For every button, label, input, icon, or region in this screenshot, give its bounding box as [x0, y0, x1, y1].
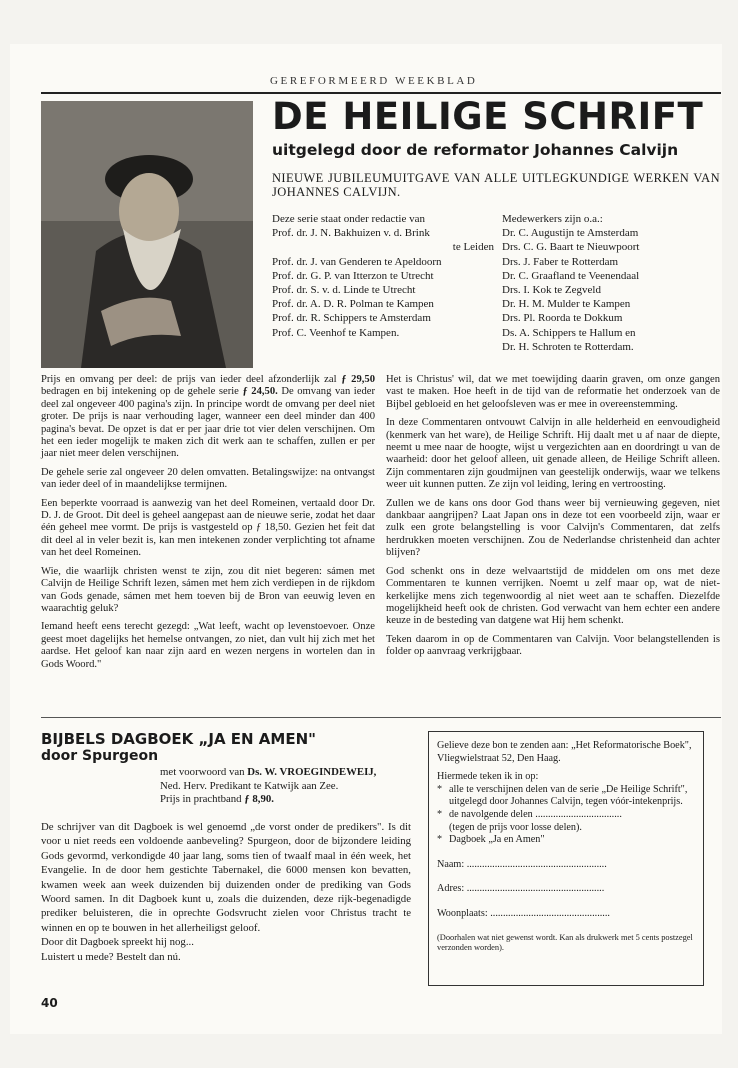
paragraph: De gehele serie zal ongeveer 20 delen omvatten. Betalingswijze: na ontvangst van ieder deel of in maandelijkse termijnen. — [41, 466, 375, 491]
paragraph: God schenkt ons in deze welvaartstijd de middelen om ons met deze Commentaren te kunnen verrijken. Noemt u zelf maar op, wat de niet-kerkelijke mens zich tegenwoordig al niet weet aan te schaffen. Diezelfde mogelijkheid heeft ook de christen. God verwacht van hem echter een andere keuze in de besteding van datgene wat Hij hem schenkt. — [386, 565, 720, 627]
coupon-note: (Doorhalen wat niet gewenst wordt. Kan als drukwerk met 5 cents postzegel verzonden worden). — [437, 932, 693, 952]
contributors-line: Drs. C. G. Baart te Nieuwpoort — [502, 241, 640, 254]
coupon-option-volumes[interactable] — [437, 809, 695, 834]
paragraph: Iemand heeft eens terecht gezegd: „Wat leeft, wacht op levenstoevoer. Onze geest moet dagelijks het hemelse ontvangen, zo niet, dan vult hij zich met het aardse. Het geloof kan naar zijn aard en wezen nergens in wortelen dan in Gods Woord." — [41, 621, 375, 670]
running-head: GEREFORMEERD WEEKBLAD — [270, 75, 478, 87]
subscription-price: ƒ 24,50. — [242, 386, 278, 398]
editors-list — [272, 212, 494, 340]
editors-line: Prof. C. Veenhof te Kampen. — [272, 326, 400, 339]
price-paragraph — [41, 374, 375, 461]
price-text: Prijs en omvang per deel: de prijs van ieder deel afzonderlijk zal — [41, 374, 337, 385]
price-text: bedragen en bij intekening op de gehele serie — [41, 386, 239, 398]
calvin-portrait — [41, 101, 253, 368]
contributors-line: Drs. I. Kok te Zegveld — [502, 284, 601, 297]
article-title: DE HEILIGE SCHRIFT — [272, 95, 704, 138]
contributors-line: Drs. J. Faber te Rotterdam — [502, 255, 619, 268]
paragraph: Zullen we de kans ons door God thans weer bij vernieuwing gegeven, niet dankbaar aangrijpen? Laat Japan ons in deze tot een voorbeeld zijn, waar er zulk een grote belangstelling is voor Calvijn's Commentaren, dat zelfs herdrukken moeten verschijnen. Zou de Nederlandse christenheid dan achter blijven? — [386, 497, 720, 559]
editors-line: Deze serie staat onder redactie van — [272, 213, 425, 225]
article-subtitle: uitgelegd door de reformator Johannes Calvijn — [272, 141, 679, 159]
section-divider — [41, 717, 721, 718]
editors-line: Prof. dr. G. P. van Itterzon te Utrecht — [272, 269, 434, 282]
contributors-line: Dr. C. Augustijn te Amsterdam — [502, 227, 639, 240]
editors-line: Prof. dr. A. D. R. Polman te Kampen — [272, 298, 434, 311]
contributors-line: Medewerkers zijn o.a.: — [502, 213, 603, 225]
dagboek-text — [41, 820, 411, 964]
coupon-option-dagboek[interactable]: * Dagboek „Ja en Amen" — [437, 834, 695, 847]
contributors-line: Dr. H. M. Mulder te Kampen — [502, 298, 631, 311]
order-coupon — [428, 731, 704, 986]
coupon-order-intro: Hiermede teken ik in op: — [437, 771, 539, 783]
city-field[interactable]: Woonplaats: ............................................... — [437, 907, 610, 919]
dagboek-meta — [160, 766, 376, 807]
name-field[interactable]: Naam: ....................................................... — [437, 858, 607, 870]
editors-line: Prof. dr. S. v. d. Linde te Utrecht — [272, 284, 416, 297]
editors-line: Prof. dr. J. N. Bakhuizen v. d. Brink — [272, 227, 430, 240]
paragraph: Een beperkte voorraad is aanwezig van het deel Romeinen, vertaald door Dr. D. J. de Groot. Dit deel is geheel aangepast aan de nieuwe serie, zodat het daar één geheel mee vormt. De prijs is vastgesteld op ƒ 18,50. Gezien het feit dat dit deel al in veler bezit is, kan men intekenen zonder verplichting tot afname van het deel Romeinen. — [41, 497, 375, 559]
article-left-column — [41, 374, 375, 677]
edition-note: NIEUWE JUBILEUMUITGAVE VAN ALLE UITLEGKUNDIGE WERKEN VAN JOHANNES CALVIJN. — [272, 171, 720, 199]
single-price: ƒ 29,50 — [341, 374, 375, 385]
price-text: De omvang van ieder deel zal ongeveer 400 pagina's zijn. In principe wordt de omvang per deel niet groter. De prijs is naar verhouding lager, wanneer een deel minder dan 400 pagina's bevat. De opzet is dat er per jaar drie tot vier delen verschijnen. Om het een ieder mogelijk te maken zich dit werk aan te schaffen, zullen er per jaar niet meer delen verschijnen. — [41, 386, 375, 460]
paragraph: Wie, die waarlijk christen wenst te zijn, zou dit niet begeren: sámen met Calvijn de Heilige Schrift lezen, sámen met hem zich verdiepen in de rijkdom van Gods genade, sámen met hem toeven bij de Bron van eeuwig leven en waarachtig geluk? — [41, 565, 375, 614]
dagboek-subtitle: door Spurgeon — [41, 748, 159, 764]
contributors-list — [502, 212, 722, 354]
dagboek-line: Door dit Dagboek spreekt hij nog... — [41, 936, 194, 949]
foreword-name: Ds. W. VROEGINDEWEIJ, — [247, 766, 377, 778]
dagboek-paragraph: De schrijver van dit Dagboek is wel genoemd „de vorst onder de predikers". Is dit voor u niet reeds een voldoende aanbeveling? Spurgeon, door de bijzondere leiding Gods gevormd, verkondigde 40 jaar lang, soms tien of twaalf maal in één week, het Evangelie. In de door hem gestichte Tabernakel, die 6000 mensen kon bevatten, kwamen week aan week duizenden bij duizenden onder de prediking van Gods Woord samen. In dit Dagboek kunt u, zoals die duizenden, deze rijk-begenadigde prediker beluisteren, die in oprechte Godsvrucht zielen voor Christus tracht te winnen en op te bouwen in het allerheiligst geloof. — [41, 821, 411, 934]
article-right-column — [386, 374, 720, 665]
paragraph: In deze Commentaren ontvouwt Calvijn in alle helderheid en eenvoudigheid (kenmerk van het ware), de Heilige Schrift. Hij daalt met u af naar de diepte, neemt u mee naar de hoogte, wijst u vergezichten aan en doordringt u van de waarheid: door het geloof alleen, uit genade alleen, de Heilige Schrift alleen. Zijn commentaren zijn goudmijnen van geestelijk onderwijs, waar we telkens weer uit kunnen putten. Ze zijn vol leiding, lering en vertroosting. — [386, 417, 720, 491]
coupon-option-series[interactable]: * alle te verschijnen delen van de serie „De Heilige Schrift", uitgelegd door Johannes Calvijn, tegen vóór-intekenprijs. — [437, 784, 695, 809]
coupon-intro: Gelieve deze bon te zenden aan: „Het Reformatorische Boek", Vliegwielstraat 52, Den Haag. — [437, 740, 692, 764]
contributors-line: Dr. H. Schroten te Rotterdam. — [502, 340, 634, 353]
dagboek-title: BIJBELS DAGBOEK „JA EN AMEN" — [41, 730, 316, 748]
foreword-prefix: met voorwoord van — [160, 766, 245, 778]
dagboek-line: Luistert u mede? Bestelt dan nú. — [41, 950, 181, 963]
coupon-options — [437, 784, 695, 847]
coupon-volumes-field[interactable]: de navolgende delen .................................. — [449, 808, 622, 820]
paragraph: Het is Christus' wil, dat we met toewijding daarin graven, om onze gangen vast te maken. Hoe heeft in de tijd van de reformatie het onderzoek van de Bijbel gebloeid en het geloofsleven was er mee in overeenstemming. — [386, 374, 720, 410]
coupon-volumes-note: (tegen de prijs voor losse delen). — [449, 821, 582, 833]
paragraph: Teken daarom in op de Commentaren van Calvijn. Voor belangstellenden is folder op aanvraag verkrijgbaar. — [386, 633, 720, 658]
dagboek-price: ƒ 8,90. — [244, 793, 274, 805]
foreword-role: Ned. Herv. Predikant te Katwijk aan Zee. — [160, 779, 339, 792]
address-field[interactable]: Adres: ...................................................... — [437, 883, 605, 895]
editors-line: Prof. dr. R. Schippers te Amsterdam — [272, 312, 431, 325]
price-prefix: Prijs in prachtband — [160, 793, 242, 805]
contributors-line: Ds. A. Schippers te Hallum en — [502, 326, 636, 339]
editors-line: te Leiden — [452, 241, 494, 254]
contributors-line: Drs. Pl. Roorda te Dokkum — [502, 312, 623, 325]
header-rule — [41, 92, 721, 94]
page-number: 40 — [41, 996, 58, 1010]
contributors-line: Dr. C. Graafland te Veenendaal — [502, 269, 640, 282]
editors-line: Prof. dr. J. van Genderen te Apeldoorn — [272, 255, 442, 268]
